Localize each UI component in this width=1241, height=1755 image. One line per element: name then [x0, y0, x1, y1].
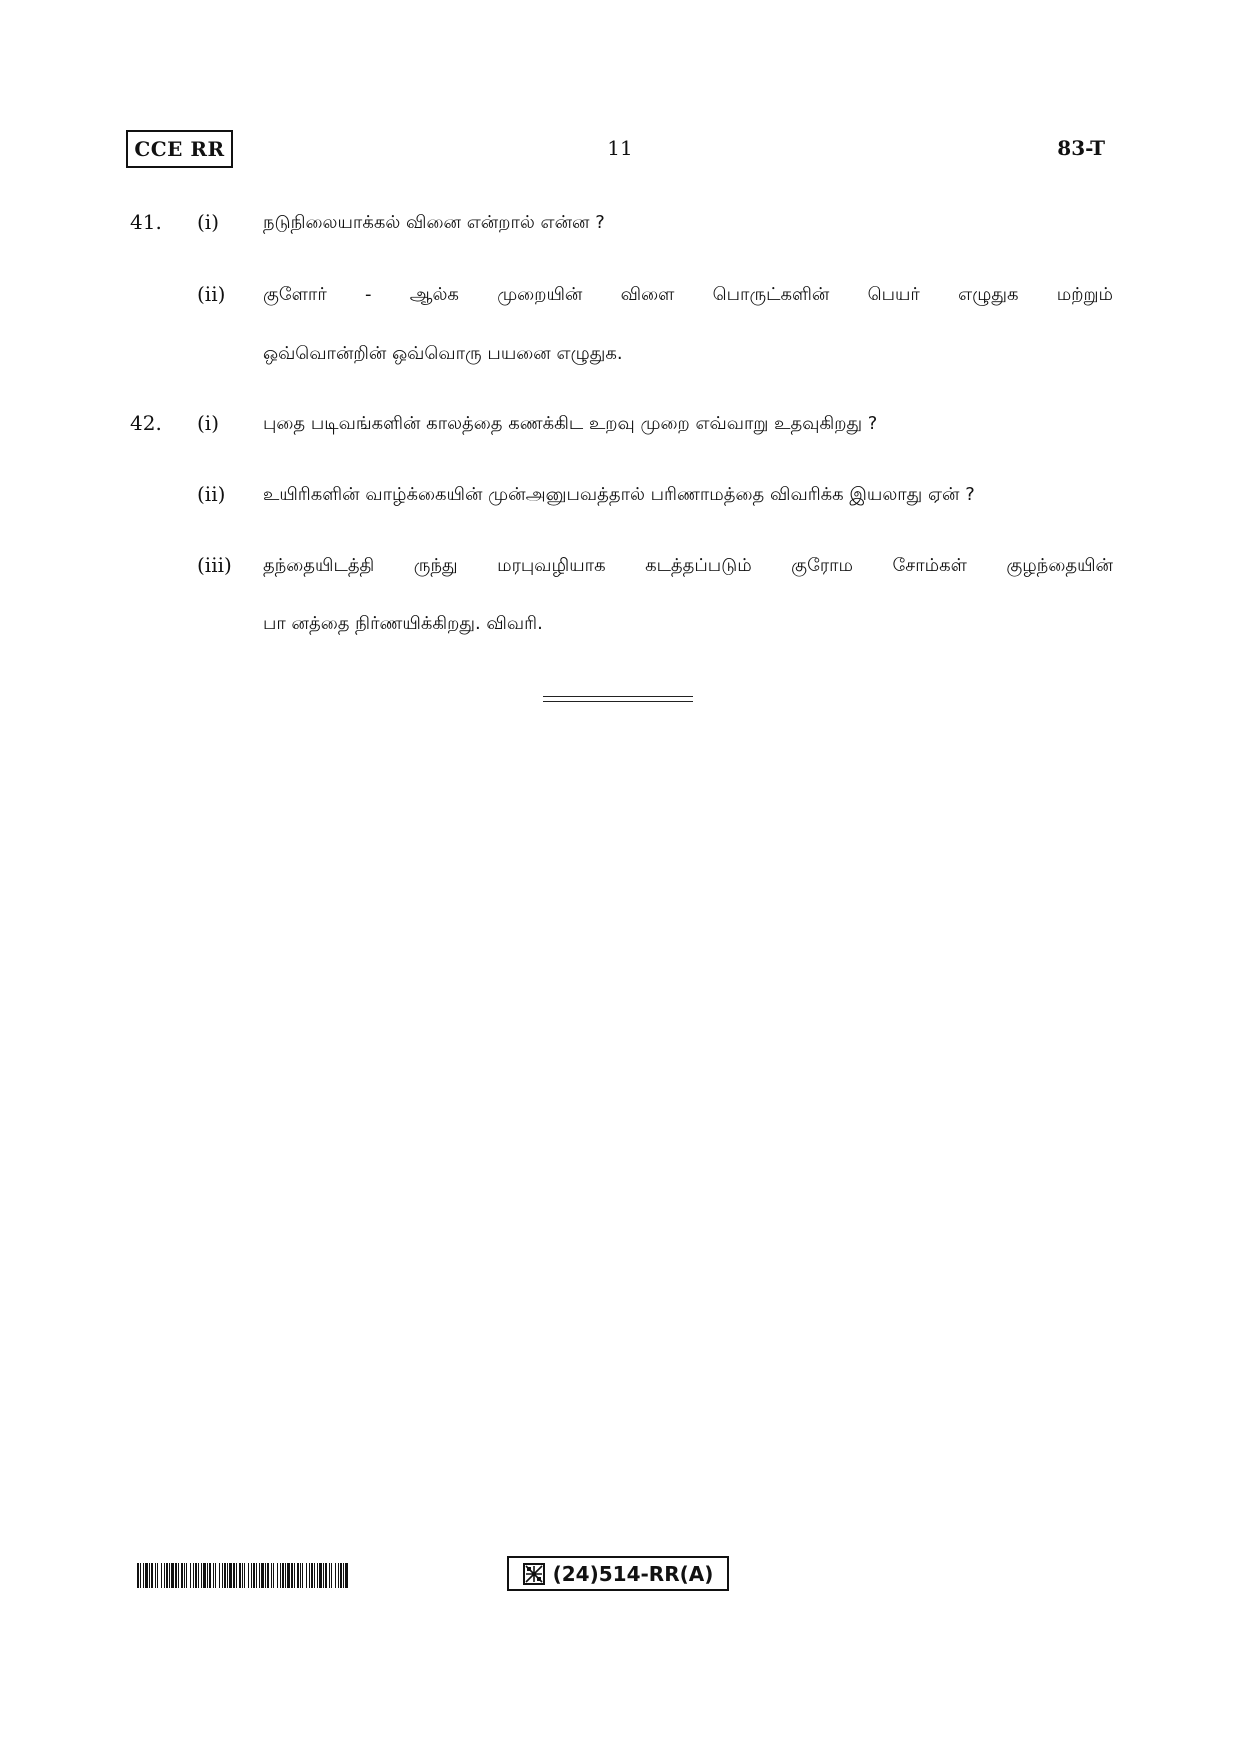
barcode-bar [280, 1563, 281, 1588]
question-41-part-i-text: நடுநிலையாக்கல் வினை என்றால் என்ன ? [263, 212, 605, 233]
barcode-bar [259, 1563, 260, 1588]
barcode-bar [215, 1563, 216, 1588]
question-42-part-ii-text: உயிரிகளின் வாழ்க்கையின் முன்அனுபவத்தால் பரிணாமத்தை விவரிக்க இயலாது ஏன் ? [263, 484, 975, 505]
end-divider-top [543, 696, 693, 697]
barcode-bar [207, 1563, 208, 1588]
question-41-number: 41. [130, 210, 162, 234]
barcode-bar [137, 1563, 139, 1588]
barcode-bar [209, 1563, 211, 1588]
barcode-bar [236, 1563, 237, 1588]
barcode-bar [186, 1563, 187, 1588]
barcode-bar [345, 1563, 348, 1588]
barcode-bar [178, 1563, 179, 1588]
barcode-bar [309, 1563, 310, 1588]
barcode-bar [213, 1563, 214, 1588]
barcode-bar [319, 1563, 322, 1588]
barcode-bar [161, 1563, 162, 1588]
question-42-part-i-label: (i) [197, 411, 220, 435]
page-number: 11 [607, 136, 633, 160]
barcode-bar [171, 1563, 174, 1588]
barcode-bar [155, 1563, 156, 1588]
barcode-bar [331, 1563, 332, 1588]
barcode-bar [198, 1563, 199, 1588]
question-42-part-iii-line-2: பா னத்தை நிர்ணயிக்கிறது. விவரி. [263, 613, 543, 634]
barcode-bar [149, 1563, 150, 1588]
barcode-bar [285, 1563, 286, 1588]
qr-icon [523, 1563, 545, 1585]
barcode-bar [277, 1563, 278, 1588]
question-41-part-ii-line-1: குளோர் - ஆல்க முறையின் விளை பொருட்களின் பெயர் எழுதுக மற்றும் [263, 284, 1113, 305]
end-divider-bottom [543, 701, 693, 702]
barcode-bar [282, 1563, 284, 1588]
barcode-bar [329, 1563, 330, 1588]
barcode-bar [201, 1563, 202, 1588]
barcode-bar [311, 1563, 313, 1588]
paper-code: 83-T [1057, 136, 1105, 160]
series-label: CCE RR [134, 137, 225, 161]
barcode-bar [267, 1563, 269, 1588]
barcode-bar [325, 1563, 327, 1588]
barcode-bar [340, 1563, 342, 1588]
barcode-bar [239, 1563, 241, 1588]
barcode-bar [273, 1563, 274, 1588]
barcode [137, 1563, 349, 1588]
barcode-bar [338, 1563, 339, 1588]
question-42-part-iii-label: (iii) [197, 553, 232, 577]
barcode-bar [253, 1563, 255, 1588]
barcode-bar [193, 1563, 194, 1588]
barcode-bar [302, 1563, 303, 1588]
barcode-bar [251, 1563, 252, 1588]
question-42-part-i-text: புதை படிவங்களின் காலத்தை கணக்கிட உறவு முறை எவ்வாறு உதவுகிறது ? [263, 413, 878, 434]
barcode-bar [143, 1563, 144, 1588]
barcode-bar [244, 1563, 245, 1588]
barcode-bar [265, 1563, 266, 1588]
question-42-part-ii-label: (ii) [197, 482, 226, 506]
barcode-bar [190, 1563, 191, 1588]
barcode-bar [314, 1563, 315, 1588]
barcode-bar [227, 1563, 228, 1588]
barcode-bar [300, 1563, 301, 1588]
question-41-part-i-label: (i) [197, 210, 220, 234]
barcode-bar [222, 1563, 223, 1588]
barcode-bar [233, 1563, 235, 1588]
barcode-bar [140, 1563, 141, 1588]
barcode-bar [229, 1563, 232, 1588]
question-42-number: 42. [130, 411, 162, 435]
barcode-bar [343, 1563, 344, 1588]
barcode-bar [164, 1563, 165, 1588]
barcode-bar [242, 1563, 243, 1588]
footer-code-box [507, 1556, 729, 1591]
question-41-part-ii-line-2: ஒவ்வொன்றின் ஒவ்வொரு பயனை எழுதுக. [263, 343, 623, 364]
barcode-bar [261, 1563, 264, 1588]
barcode-bar [219, 1563, 220, 1588]
barcode-bar [151, 1563, 153, 1588]
barcode-bar [203, 1563, 206, 1588]
barcode-bar [224, 1563, 226, 1588]
barcode-bar [294, 1563, 295, 1588]
question-41-part-ii-label: (ii) [197, 282, 226, 306]
barcode-bar [145, 1563, 148, 1588]
barcode-bar [287, 1563, 290, 1588]
barcode-bar [306, 1563, 307, 1588]
barcode-bar [291, 1563, 293, 1588]
series-label-box [126, 130, 233, 168]
barcode-bar [297, 1563, 299, 1588]
barcode-bar [271, 1563, 272, 1588]
barcode-bar [248, 1563, 249, 1588]
barcode-bar [181, 1563, 183, 1588]
barcode-bar [317, 1563, 318, 1588]
barcode-bar [323, 1563, 324, 1588]
barcode-bar [157, 1563, 158, 1588]
barcode-bar [166, 1563, 168, 1588]
barcode-bar [184, 1563, 185, 1588]
question-42-part-iii-line-1: தந்தையிடத்தி ருந்து மரபுவழியாக கடத்தப்படும் குரோம சோம்கள் குழந்தையின் [263, 555, 1113, 576]
barcode-bar [175, 1563, 177, 1588]
barcode-bar [169, 1563, 170, 1588]
barcode-bar [335, 1563, 336, 1588]
footer-code: (24)514-RR(A) [552, 1561, 714, 1586]
barcode-bar [256, 1563, 257, 1588]
barcode-bar [195, 1563, 197, 1588]
